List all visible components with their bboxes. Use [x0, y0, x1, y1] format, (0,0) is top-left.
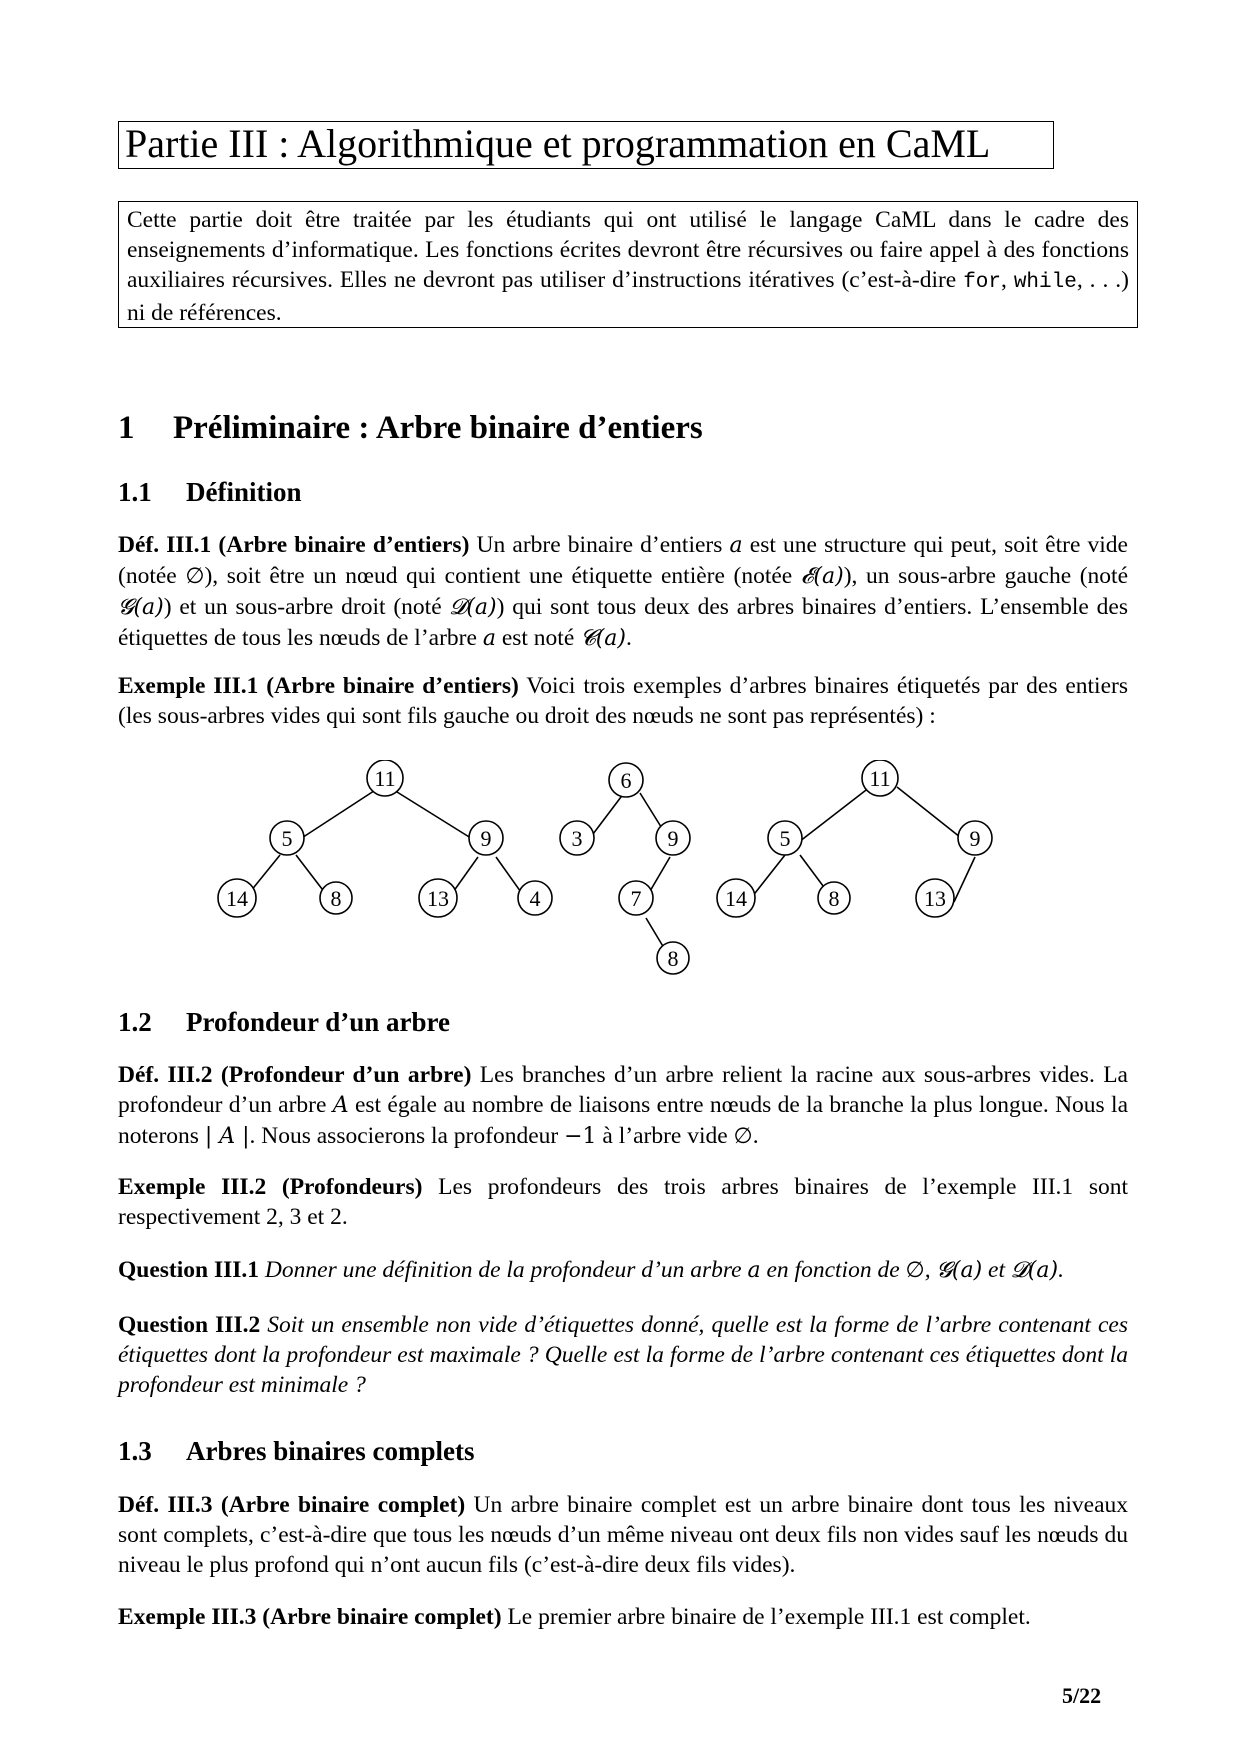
subsection-1-2-heading: [118, 1007, 450, 1038]
example-label: Exemple III.3 (Arbre binaire complet): [118, 1604, 502, 1630]
tree2-label-8: 8: [667, 946, 679, 971]
question-label: Question III.1: [118, 1257, 260, 1283]
definition-2: [118, 1060, 1128, 1152]
math-a: a: [747, 1258, 761, 1283]
def-text: .: [752, 1123, 759, 1149]
def-text: Les branches d’un arbre relient la racine aux sous-arbres vides. La profondeur d’un arbre: [118, 1062, 1128, 1118]
def-text: . Nous associerons la profondeur: [249, 1123, 565, 1149]
question-text: en fonction de: [760, 1257, 906, 1283]
tree3-label-14: 14: [725, 886, 747, 911]
question-text: et: [982, 1257, 1011, 1283]
subsection-title: Profondeur d’un arbre: [186, 1007, 451, 1037]
tree1-label-5: 5: [281, 826, 293, 851]
tree1-label-8: 8: [330, 886, 342, 911]
tree1-label-4: 4: [529, 886, 541, 911]
tree2-label-7: 7: [630, 886, 642, 911]
definition-label: Déf. III.1 (Arbre binaire d’entiers): [118, 532, 470, 558]
intro-sep: ,: [1001, 267, 1014, 293]
def-text: ), un sous-arbre gauche (noté: [843, 563, 1129, 589]
def-text: .: [626, 625, 632, 651]
question-label: Question III.2: [118, 1312, 261, 1338]
math-abs-A: | A |: [204, 1124, 250, 1149]
math-empty-set: ∅: [905, 1258, 925, 1283]
tree2-label-9: 9: [667, 826, 679, 851]
def-text: est égale au nombre de liaisons entre nœuds de la branche la plus longue. Nous la noterons: [118, 1092, 1128, 1149]
tree1-label-11: 11: [374, 766, 396, 791]
tree1-label-9: 9: [480, 826, 492, 851]
intro-box: [118, 201, 1138, 328]
question-text: .: [1058, 1257, 1064, 1283]
def-text: est une structure qui peut, soit être vide (notée: [118, 532, 1128, 589]
math-empty-set: ∅: [185, 564, 205, 589]
part-title: Partie III : Algorithmique et programmation en CaML: [118, 121, 1054, 169]
definition-1: [118, 530, 1128, 654]
example-label: Exemple III.2 (Profondeurs): [118, 1174, 423, 1200]
intro-text: Cette partie doit être traitée par les étudiants qui ont utilisé le langage CaML dans le cadre des enseignements d’informatique. Les fonctions écrites devront être récursives ou faire appel à des fonctions auxiliaires récursives. Elles ne devront pas utiliser d’instructions itératives (c’est-à-dire: [127, 207, 1129, 293]
section-number: 1: [118, 410, 135, 446]
tree1-label-13: 13: [427, 886, 449, 911]
question-text: ,: [924, 1257, 937, 1283]
question-text: Donner une définition de la profondeur d’un arbre: [259, 1257, 748, 1283]
section-1-heading: [118, 410, 703, 447]
math-G-a: 𝓖(a): [936, 1258, 983, 1283]
tree3-label-11: 11: [869, 766, 891, 791]
tree3-label-8: 8: [828, 886, 840, 911]
def-text: ) qui sont tous deux des arbres binaires d’entiers. L’ensemble des étiquettes de tous les nœuds de l’arbre: [118, 594, 1128, 651]
example-text: Le premier arbre binaire de l’exemple III.1 est complet.: [501, 1604, 1031, 1630]
section-title: Préliminaire : Arbre binaire d’entiers: [173, 410, 703, 446]
math-minus-one: −1: [564, 1124, 597, 1149]
def-text: Un arbre binaire d’entiers: [469, 532, 730, 558]
code-for: for: [963, 271, 1001, 294]
def-text: ), soit être un nœud qui contient une étiquette entière (notée: [204, 563, 801, 589]
math-D-a: 𝓓(a): [449, 595, 497, 620]
question-text: Soit un ensemble non vide d’étiquettes donné, quelle est la forme de l’arbre contenant ces étiquettes dont la profondeur est maximale ? Quelle est la forme de l’arbre contenant ces étiquettes dont la profondeur est minimale ?: [118, 1312, 1128, 1398]
math-a: a: [482, 626, 496, 651]
def-text: à l’arbre vide: [596, 1123, 734, 1149]
tree3-label-5: 5: [779, 826, 791, 851]
subsection-title: Définition: [186, 477, 302, 507]
math-D-a: 𝓓(a): [1010, 1258, 1059, 1283]
definition-label: Déf. III.3 (Arbre binaire complet): [118, 1492, 466, 1518]
example-label: Exemple III.1 (Arbre binaire d’entiers): [118, 673, 519, 699]
example-text: Voici trois exemples d’arbres binaires étiquetés par des entiers (les sous-arbres vides qui sont fils gauche ou droit des nœuds ne sont pas représentés) :: [118, 673, 1128, 729]
page-number: 5/22: [1062, 1683, 1102, 1708]
question-2: [118, 1310, 1128, 1400]
example-1: [118, 671, 1128, 731]
example-3: [118, 1602, 1128, 1632]
definition-label: Déf. III.2 (Profondeur d’un arbre): [118, 1062, 472, 1088]
example-text: Les profondeurs des trois arbres binaires de l’exemple III.1 sont respectivement 2, 3 et 2.: [118, 1174, 1129, 1230]
def-text: ) et un sous-arbre droit (noté: [163, 594, 450, 620]
def-text: est noté: [495, 625, 581, 651]
intro-tail: , . . .) ni de références.: [127, 267, 1130, 326]
subsection-number: 1.3: [118, 1436, 152, 1466]
subsection-number: 1.2: [118, 1007, 152, 1037]
math-A: A: [332, 1093, 349, 1118]
subsection-1-1-heading: [118, 477, 302, 508]
definition-3: [118, 1490, 1128, 1580]
math-G-a: 𝓖(a): [118, 595, 164, 620]
code-while: while: [1013, 271, 1077, 294]
math-E-a: 𝓔(a): [800, 564, 844, 589]
subsection-1-3-heading: [118, 1436, 474, 1467]
tree3-label-13: 13: [924, 886, 946, 911]
tree1-label-14: 14: [226, 886, 248, 911]
definition-text: Un arbre binaire complet est un arbre binaire dont tous les niveaux sont complets, c’est-à-dire que tous les nœuds d’un même niveau ont deux fils non vides sauf les nœuds du niveau le plus profond qui n’ont aucun fils (c’est-à-dire deux fils vides).: [118, 1492, 1128, 1578]
math-C-a: 𝓒(a): [580, 626, 626, 651]
tree3-label-9: 9: [969, 826, 981, 851]
tree2-label-3: 3: [571, 826, 583, 851]
tree-examples-figure: [0, 760, 1240, 990]
question-1: [118, 1255, 1128, 1286]
example-2: [118, 1172, 1128, 1232]
subsection-number: 1.1: [118, 477, 152, 507]
math-empty-set: ∅: [733, 1124, 753, 1149]
subsection-title: Arbres binaires complets: [186, 1436, 475, 1466]
tree2-label-6: 6: [620, 768, 632, 793]
math-a: a: [729, 533, 743, 558]
